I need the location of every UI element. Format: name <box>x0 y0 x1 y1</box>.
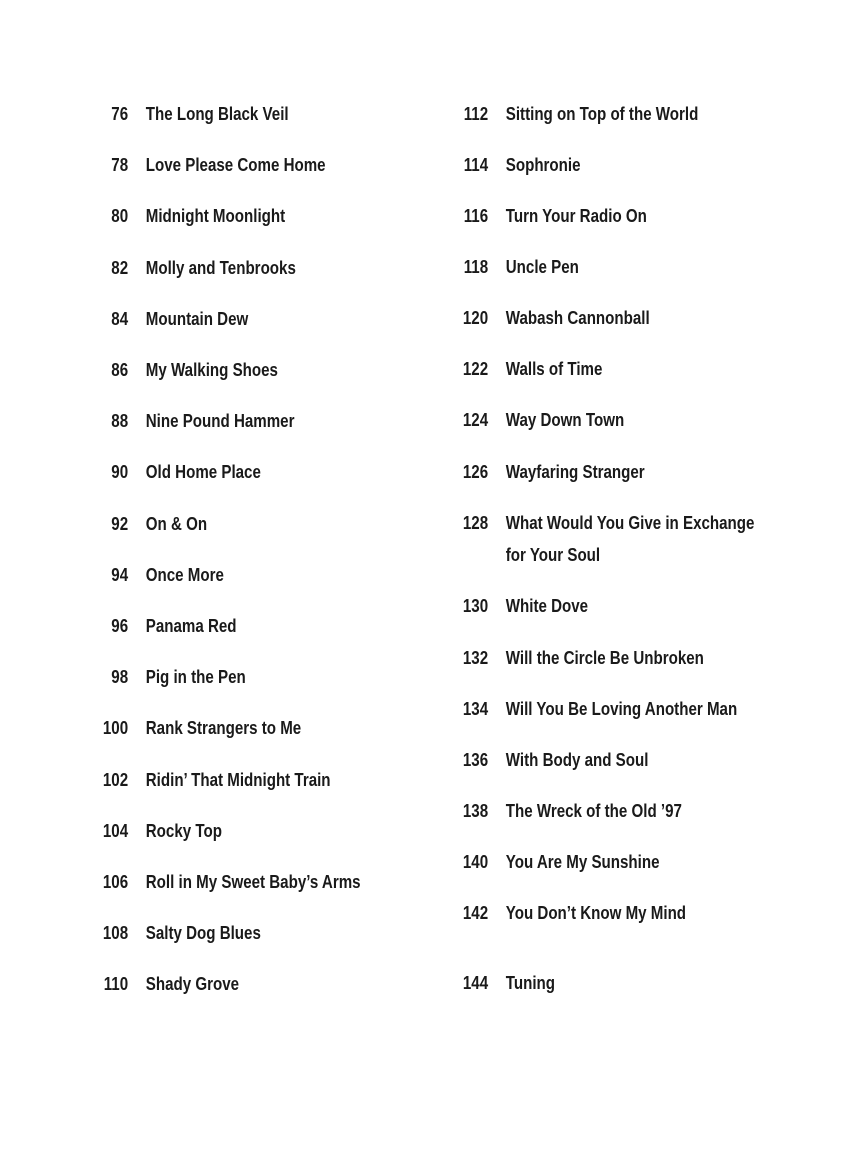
toc-song-title: Roll in My Sweet Baby’s Arms <box>145 872 361 892</box>
toc-entry <box>452 897 686 929</box>
toc-entry <box>452 642 704 674</box>
toc-page-number: 82 <box>111 257 129 278</box>
toc-entry <box>92 917 261 949</box>
toc-page-number: 78 <box>111 155 129 176</box>
toc-page-number: 130 <box>462 596 489 616</box>
toc-entry <box>92 815 222 847</box>
toc-page-number: 136 <box>462 750 489 770</box>
toc-entry <box>452 404 624 436</box>
toc-song-title: Mountain Dew <box>145 308 249 329</box>
toc-entry <box>92 559 224 591</box>
toc-page-number: 94 <box>111 564 129 585</box>
toc-song-title: Salty Dog Blues <box>145 923 261 944</box>
toc-song-title: Will You Be Loving Another Man <box>505 699 738 719</box>
toc-song-title: Sophronie <box>505 155 581 175</box>
toc-entry <box>92 303 248 335</box>
toc-page-number: 80 <box>111 206 129 227</box>
toc-song-title: Tuning <box>505 973 556 993</box>
toc-song-title: Panama Red <box>145 616 237 636</box>
toc-page-number: 98 <box>111 667 129 688</box>
toc-entry <box>452 967 555 999</box>
toc-entry <box>452 302 650 334</box>
toc-entry <box>92 661 246 693</box>
toc-page-number: 132 <box>462 648 489 668</box>
toc-song-title: Love Please Come Home <box>145 155 326 176</box>
toc-song-title: Sitting on Top of the World <box>505 104 699 124</box>
toc-song-title: My Walking Shoes <box>145 360 278 380</box>
toc-song-title: Nine Pound Hammer <box>145 411 295 432</box>
toc-entry <box>452 456 645 488</box>
toc-entry <box>92 252 296 284</box>
toc-entry <box>452 98 698 130</box>
toc-song-title: Will the Circle Be Unbroken <box>505 648 704 668</box>
toc-entry <box>92 200 285 232</box>
toc-page-number: 138 <box>462 801 489 821</box>
toc-entry <box>452 590 588 622</box>
toc-song-title: Midnight Moonlight <box>145 206 286 227</box>
toc-song-title: Rank Strangers to Me <box>145 718 302 739</box>
toc-page-number: 134 <box>462 699 489 719</box>
toc-page-number: 106 <box>102 872 129 892</box>
toc-page-number: 142 <box>462 903 489 923</box>
toc-entry <box>92 149 326 181</box>
toc-entry <box>452 200 647 232</box>
toc-page-number: 100 <box>102 718 129 739</box>
toc-page-number: 140 <box>462 852 489 872</box>
toc-song-title: White Dove <box>505 596 589 616</box>
toc-page-number: 88 <box>111 411 129 432</box>
toc-song-title: Molly and Tenbrooks <box>145 257 296 278</box>
toc-entry <box>92 98 289 130</box>
toc-page-number: 76 <box>111 104 129 124</box>
toc-page-number: 92 <box>111 513 129 534</box>
toc-entry <box>452 795 682 827</box>
toc-song-title: Rocky Top <box>145 820 222 841</box>
toc-song-title: Way Down Town <box>505 410 625 430</box>
toc-song-title: The Wreck of the Old ’97 <box>505 801 682 821</box>
toc-entry <box>92 354 278 386</box>
toc-song-title: Once More <box>145 564 224 585</box>
toc-song-title: Old Home Place <box>145 462 261 483</box>
toc-page-number: 126 <box>462 462 489 482</box>
toc-page-number: 124 <box>462 410 489 430</box>
toc-song-title: Pig in the Pen <box>145 667 246 688</box>
toc-entry <box>452 149 581 181</box>
toc-page-number: 96 <box>111 616 129 636</box>
toc-entry <box>452 693 737 725</box>
toc-page-number: 116 <box>463 206 489 226</box>
toc-page-number: 112 <box>463 104 489 124</box>
toc-song-title: Wayfaring Stranger <box>505 462 645 482</box>
toc-song-title: On & On <box>145 513 208 534</box>
toc-page-number: 114 <box>463 155 489 175</box>
toc-song-title: You Are My Sunshine <box>505 852 660 872</box>
toc-page-number: 110 <box>103 974 129 995</box>
toc-page-number: 118 <box>463 257 489 277</box>
toc-page-number: 90 <box>111 462 129 483</box>
toc-song-title: Uncle Pen <box>505 257 579 277</box>
toc-entry <box>92 712 301 744</box>
toc-entry <box>452 846 660 878</box>
toc-song-title: What Would You Give in Exchange for Your Soul <box>505 513 755 565</box>
toc-entry <box>452 353 602 385</box>
toc-song-title: With Body and Soul <box>505 750 649 770</box>
toc-song-title: Walls of Time <box>505 359 603 379</box>
toc-entry <box>452 744 648 776</box>
toc-song-title: Wabash Cannonball <box>505 308 650 328</box>
toc-song-title: Shady Grove <box>145 974 240 995</box>
toc-page-number: 128 <box>462 513 489 533</box>
toc-entry <box>92 508 207 540</box>
toc-page-number: 104 <box>102 820 129 841</box>
toc-page-number: 122 <box>462 359 489 379</box>
toc-page-number: 86 <box>111 360 129 380</box>
toc-entry <box>92 866 361 898</box>
toc-entry <box>452 251 579 283</box>
toc-entry <box>92 968 239 1000</box>
toc-page-number: 102 <box>102 769 129 790</box>
toc-entry <box>92 456 261 488</box>
toc-page-number: 108 <box>102 923 129 944</box>
toc-page-number: 144 <box>462 973 489 993</box>
toc-page-number: 120 <box>462 308 489 328</box>
toc-song-title: Turn Your Radio On <box>505 206 647 226</box>
toc-song-title: You Don’t Know My Mind <box>505 903 687 923</box>
toc-entry <box>92 764 331 796</box>
toc-song-title: The Long Black Veil <box>145 104 289 124</box>
toc-entry <box>92 610 237 642</box>
toc-entry <box>92 405 294 437</box>
toc-page-number: 84 <box>111 308 129 329</box>
toc-entry <box>452 507 754 571</box>
toc-song-title: Ridin’ That Midnight Train <box>145 769 331 790</box>
